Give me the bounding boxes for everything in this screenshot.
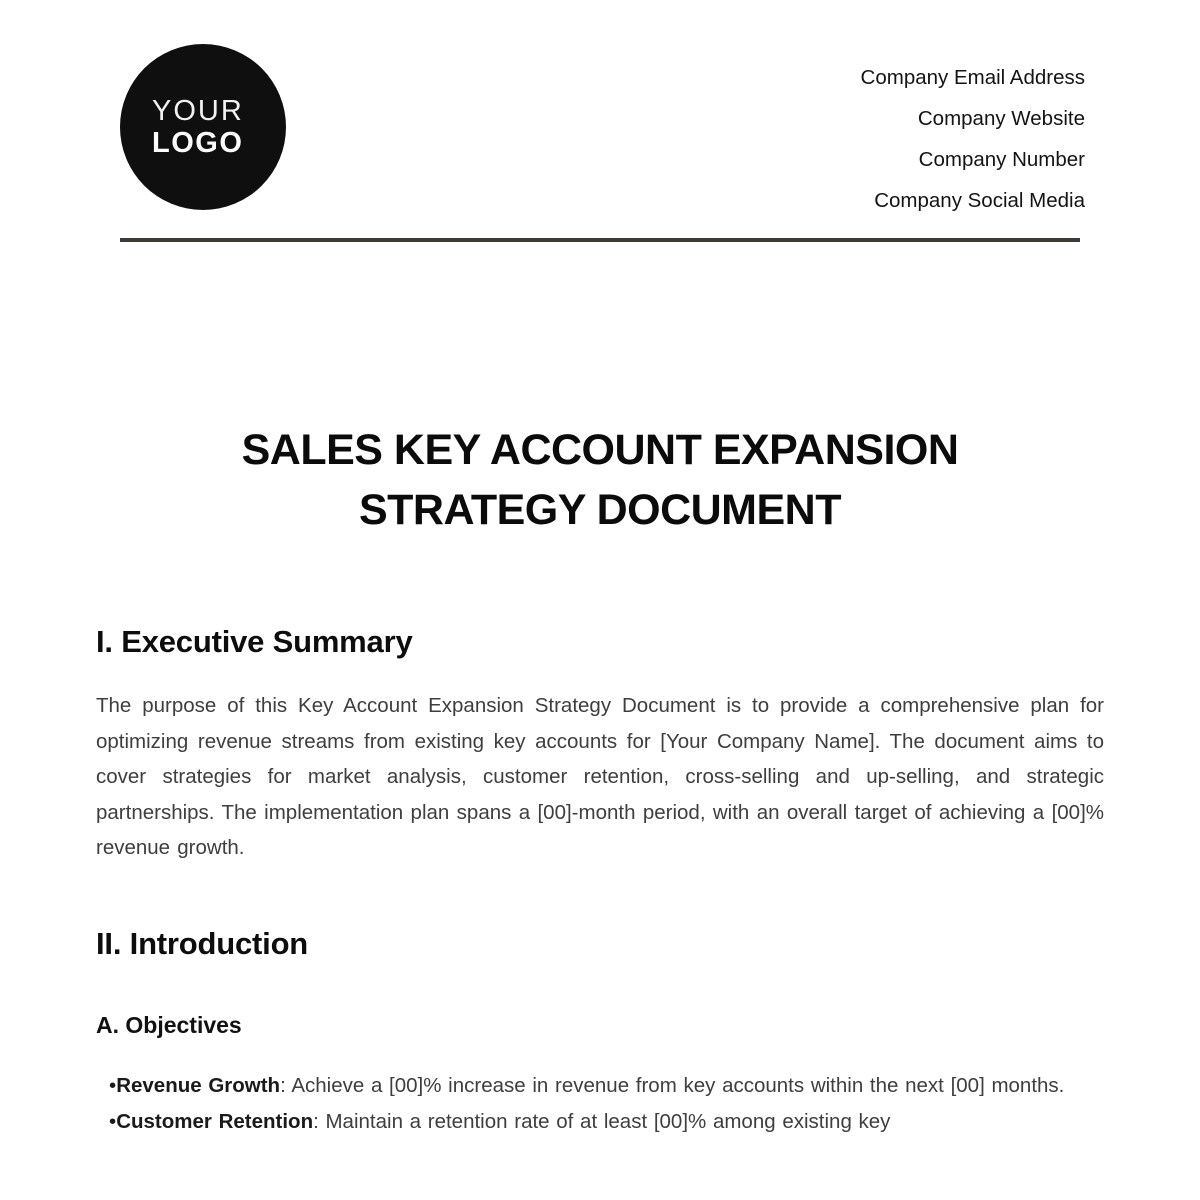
company-number: Company Number (918, 148, 1085, 171)
list-item (96, 1068, 1104, 1104)
logo-text-line1: YOUR (152, 95, 244, 127)
document-body (0, 420, 1200, 1140)
company-website: Company Website (917, 107, 1085, 130)
section-heading-executive-summary: I. Executive Summary (96, 624, 413, 659)
objective-text: : Achieve a [00]% increase in revenue from key accounts within the next [00] months. (280, 1073, 1065, 1097)
subsection-heading-objectives: A. Objectives (96, 1011, 242, 1038)
logo-text-line2: LOGO (152, 127, 244, 159)
bullet-marker: • (109, 1109, 117, 1133)
document-title: SALES KEY ACCOUNT EXPANSION STRATEGY DOCUMENT (241, 426, 959, 534)
document-header (0, 0, 1200, 221)
objective-term: Revenue Growth (116, 1073, 281, 1097)
company-contact-info (861, 44, 1085, 221)
executive-summary-paragraph: The purpose of this Key Account Expansion Strategy Document is to provide a comprehensive plan for optimizing revenue streams from existing key accounts for [Your Company Name]. The document aims to cover strategies for market analysis, customer retention, cross-selling and up-selling, and strategic partnerships. The implementation plan spans a [00]-month period, with an overall target of achieving a [00]% revenue growth. (96, 694, 1104, 859)
company-email-address: Company Email Address (860, 66, 1085, 89)
objective-text: : Maintain a retention rate of at least [00]% among existing key (313, 1109, 891, 1133)
header-divider (120, 238, 1080, 242)
section-heading-introduction: II. Introduction (96, 925, 309, 961)
objectives-list (96, 1068, 1104, 1140)
company-logo (120, 44, 286, 210)
bullet-marker: • (109, 1073, 117, 1097)
objective-term: Customer Retention (116, 1109, 314, 1133)
company-social-media: Company Social Media (874, 189, 1085, 212)
list-item (96, 1104, 1104, 1140)
